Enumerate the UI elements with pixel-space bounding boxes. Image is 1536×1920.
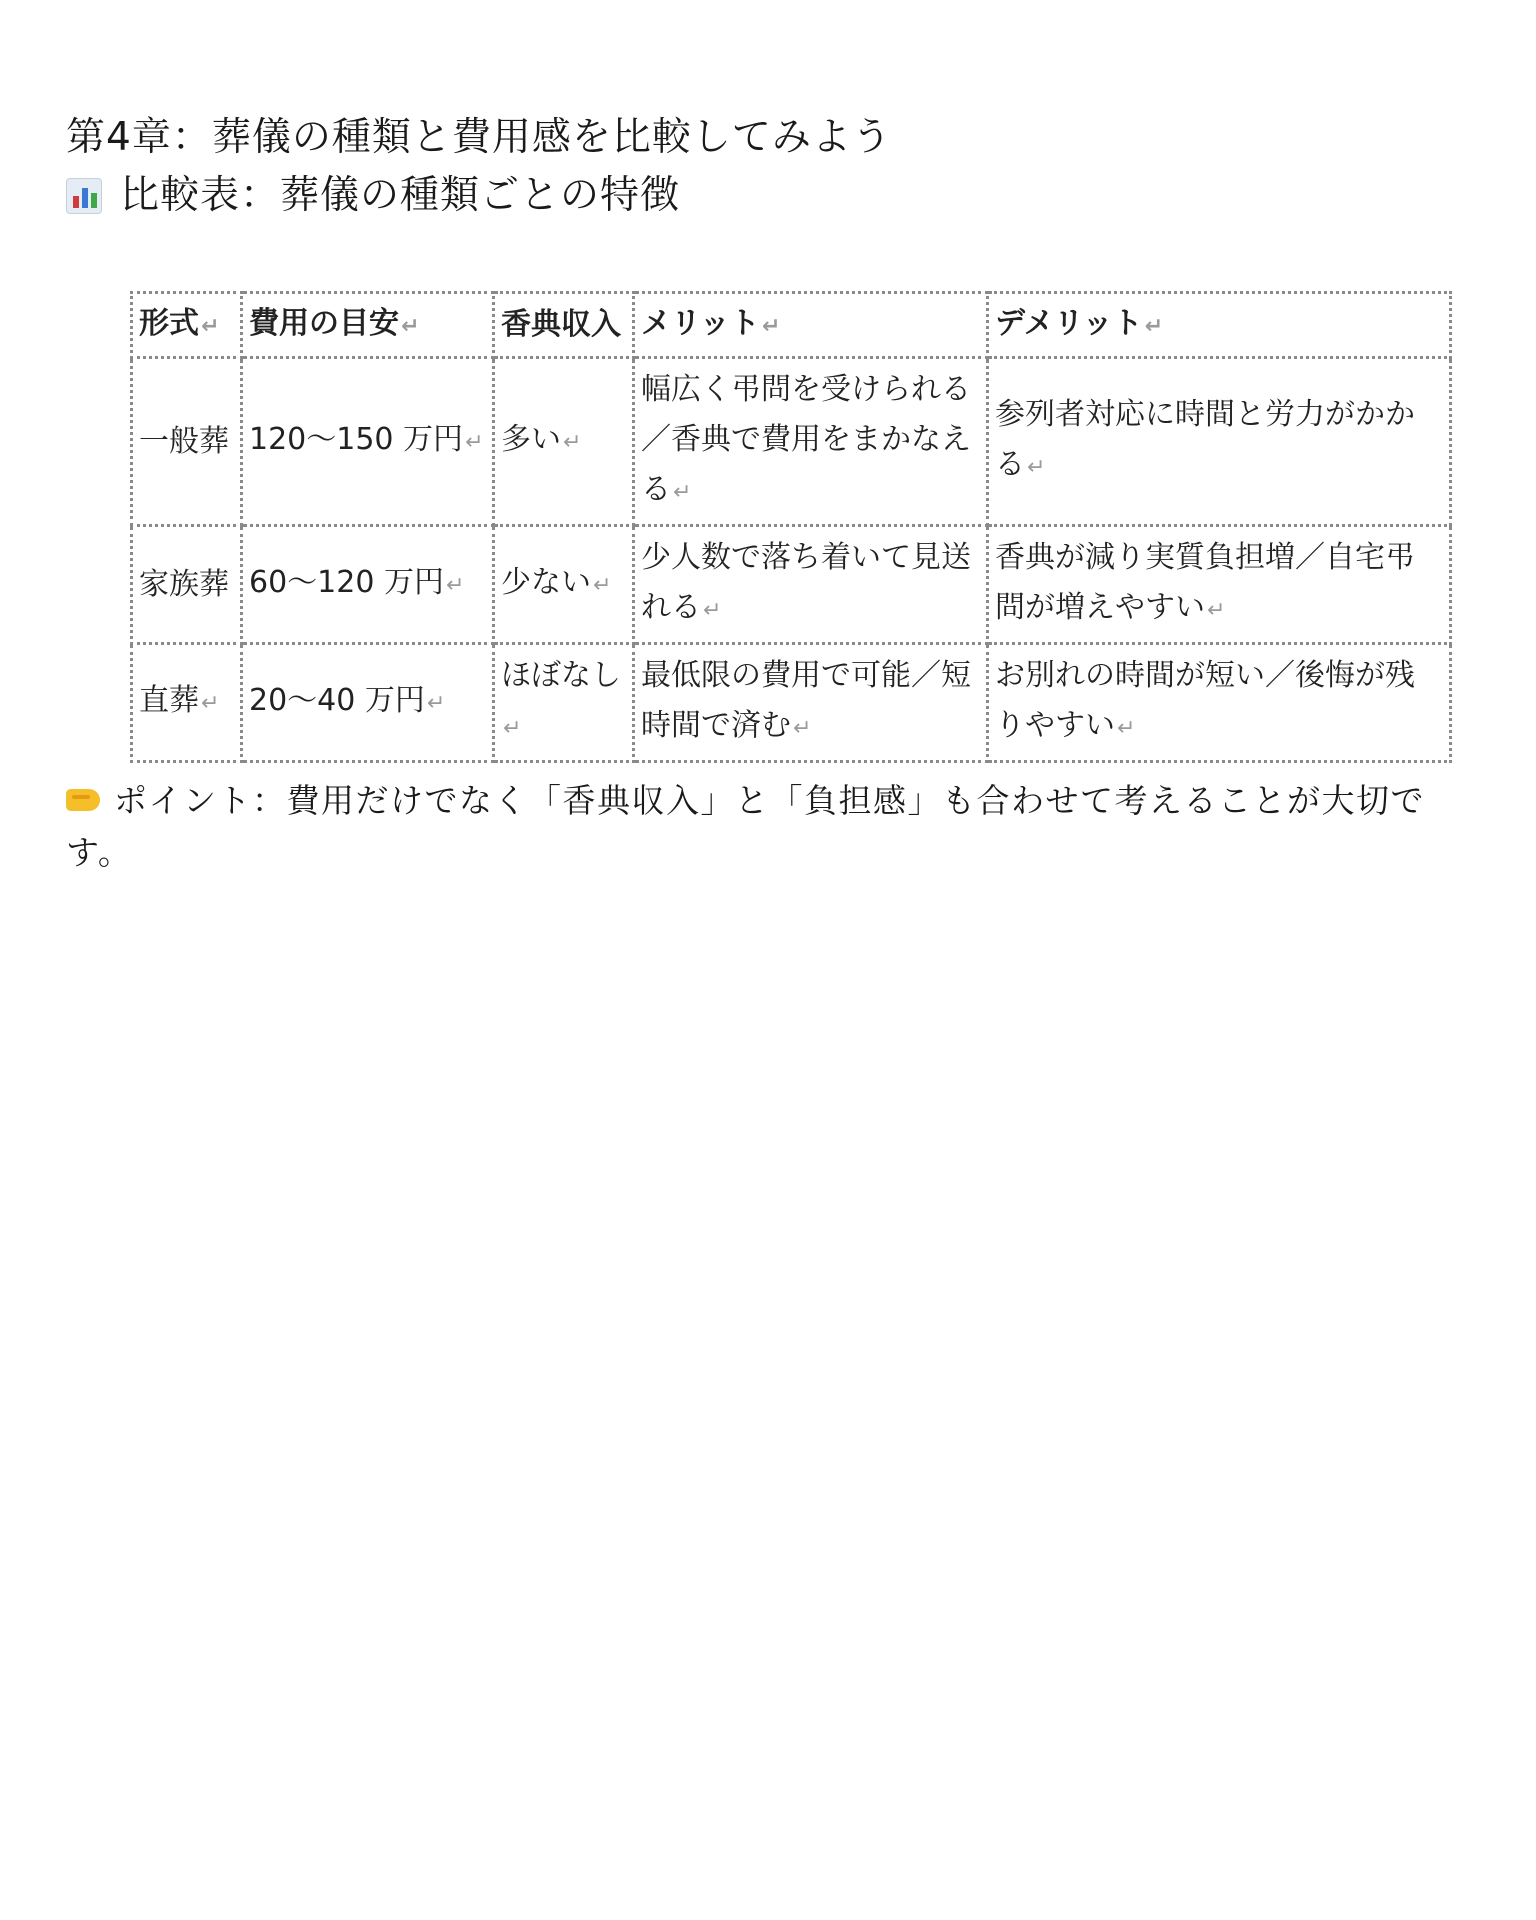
table-header-row (132, 293, 1451, 358)
header-cell: デメリット↵ (988, 293, 1451, 358)
table-cell: 60～120 万円↵ (242, 526, 494, 644)
table-cell: 少ない↵ (494, 526, 634, 644)
bar-chart-icon (66, 178, 102, 214)
header-cell: メリット↵ (634, 293, 988, 358)
table-row (132, 644, 1451, 762)
table-cell: 香典が減り実質負担増／自宅弔問が増えやすい↵ (988, 526, 1451, 644)
table-row (132, 358, 1451, 526)
table-cell: 最低限の費用で可能／短時間で済む↵ (634, 644, 988, 762)
point-note (66, 775, 1486, 879)
table-cell: 参列者対応に時間と労力がかかる↵ (988, 358, 1451, 526)
header-cell: 形式↵ (132, 293, 242, 358)
table-cell: 少人数で落ち着いて見送れる↵ (634, 526, 988, 644)
table-title (66, 170, 680, 222)
header-cell: 香典収入 (494, 293, 634, 358)
comparison-table (130, 291, 1449, 743)
pointing-hand-icon (66, 789, 100, 811)
table-cell: お別れの時間が短い／後悔が残りやすい↵ (988, 644, 1451, 762)
chapter-title: 第4章：葬儀の種類と費用感を比較してみよう (66, 115, 892, 160)
table-cell: ほぼなし↵ (494, 644, 634, 762)
point-text: ポイント：費用だけでなく「香典収入」と「負担感」も合わせて考えることが大切です。 (66, 781, 1425, 872)
header-cell: 費用の目安↵ (242, 293, 494, 358)
table-cell: 多い↵ (494, 358, 634, 526)
table-cell: 幅広く弔問を受けられる／香典で費用をまかなえる↵ (634, 358, 988, 526)
table-title-text: 比較表：葬儀の種類ごとの特徴 (120, 173, 681, 218)
table-cell: 家族葬 (132, 526, 242, 644)
table-cell: 120～150 万円↵ (242, 358, 494, 526)
table-cell: 20～40 万円↵ (242, 644, 494, 762)
table-cell: 直葬↵ (132, 644, 242, 762)
table-row (132, 526, 1451, 644)
table-cell: 一般葬 (132, 358, 242, 526)
